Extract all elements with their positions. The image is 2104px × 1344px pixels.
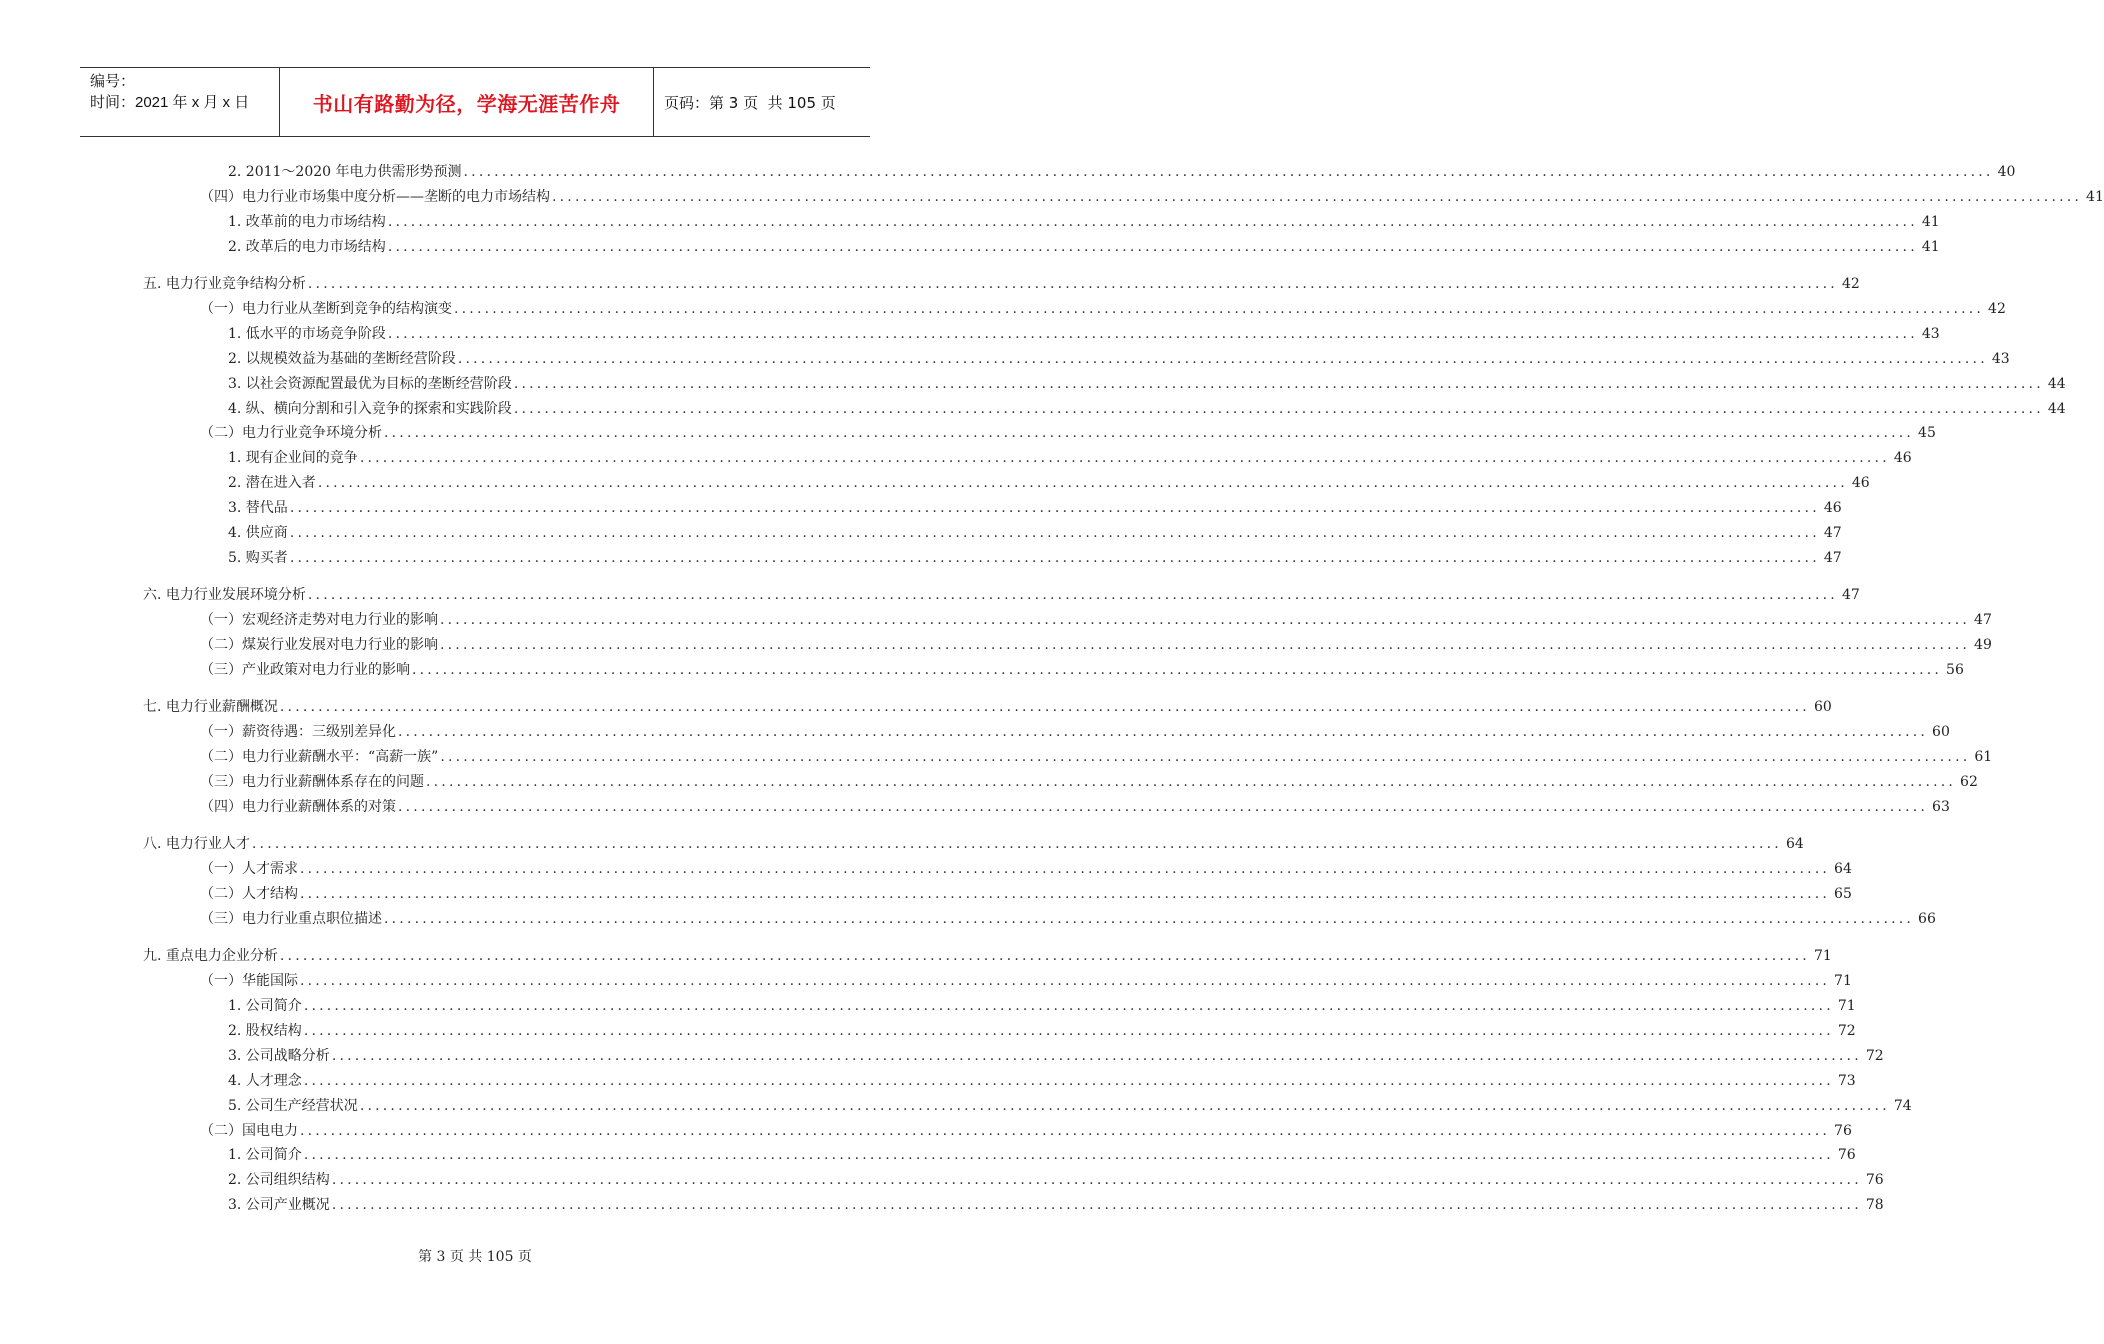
- toc-entry-page: 76: [1837, 1147, 1856, 1164]
- time-label: 时间：2021 年 x 月 x 日: [90, 94, 250, 111]
- toc-entry-label: （三）电力行业薪酬体系存在的问题: [200, 773, 424, 790]
- toc-entry-label: 3. 以社会资源配置最优为目标的垄断经营阶段: [228, 375, 512, 392]
- toc-entry-page: 42: [1841, 276, 1860, 293]
- toc-leader-dots: ........................................................................................................................................................................................................: [513, 400, 2044, 417]
- header-meta: [80, 68, 280, 136]
- toc-entry-page: 71: [1837, 998, 1856, 1015]
- toc-entry[interactable]: [0, 1119, 1852, 1144]
- toc-leader-dots: ........................................................................................................................................................................................................: [303, 1023, 1834, 1039]
- toc-entry[interactable]: [0, 658, 1964, 683]
- toc-entry-page: 47: [1841, 587, 1860, 604]
- toc-entry-page: 40: [1997, 164, 2016, 180]
- toc-entry[interactable]: [0, 608, 1992, 633]
- toc-entry[interactable]: [0, 857, 1852, 882]
- toc-entry[interactable]: [0, 969, 1852, 994]
- number-label: 编号：: [90, 73, 136, 90]
- toc-leader-dots: ........................................................................................................................................................................................................: [440, 637, 1971, 654]
- header-page-info: [654, 68, 870, 136]
- toc-entry[interactable]: [0, 446, 1912, 471]
- toc-leader-dots: ........................................................................................................................................................................................................: [398, 798, 1929, 815]
- toc-section: [0, 583, 1992, 683]
- toc-entry-label: （二）国电电力: [200, 1122, 298, 1139]
- toc-leader-dots: ........................................................................................................................................................................................................: [426, 773, 1957, 790]
- toc-entry-page: 66: [1918, 910, 1936, 927]
- toc-entry-label: （三）电力行业重点职位描述: [200, 910, 382, 927]
- toc-leader-dots: ........................................................................................................................................................................................................: [552, 188, 2083, 205]
- toc-entry-label: 1. 低水平的市场竞争阶段: [228, 325, 386, 342]
- toc-entry-page: 64: [1834, 861, 1852, 878]
- toc-entry[interactable]: [0, 272, 1860, 297]
- toc-entry-page: 65: [1834, 886, 1852, 903]
- toc-entry[interactable]: [0, 496, 1842, 521]
- toc-entry-label: 2. 以规模效益为基础的垄断经营阶段: [228, 350, 456, 367]
- toc-leader-dots: ........................................................................................................................................................................................................: [289, 500, 1820, 517]
- toc-entry-page: 60: [1813, 699, 1832, 716]
- toc-entry-label: 1. 公司简介: [228, 998, 302, 1015]
- toc-entry-page: 49: [1974, 637, 1992, 654]
- toc-entry-page: 61: [1974, 749, 1993, 766]
- toc-entry-page: 44: [2047, 400, 2066, 417]
- toc-section: [0, 695, 1993, 819]
- toc-entry-page: 72: [1865, 1047, 1884, 1064]
- toc-entry-page: 71: [1834, 973, 1852, 990]
- toc-entry-label: 3. 公司产业概况: [228, 1197, 330, 1214]
- toc-entry-label: 八. 电力行业人才: [143, 836, 250, 853]
- toc-section: [0, 160, 2104, 260]
- toc-entry-page: 78: [1865, 1197, 1884, 1214]
- toc-entry-label: 2. 改革后的电力市场结构: [228, 238, 386, 255]
- toc-entry-label: 1. 公司简介: [228, 1147, 302, 1164]
- toc-entry[interactable]: [0, 297, 2006, 322]
- toc-leader-dots: ........................................................................................................................................................................................................: [454, 300, 1985, 317]
- toc-leader-dots: ........................................................................................................................................................................................................: [513, 375, 2044, 392]
- toc-entry[interactable]: [0, 770, 1978, 795]
- toc-leader-dots: ........................................................................................................................................................................................................: [440, 749, 1971, 766]
- toc-leader-dots: ........................................................................................................................................................................................................: [303, 1147, 1834, 1164]
- toc-entry-page: 76: [1834, 1122, 1852, 1139]
- toc-entry[interactable]: [0, 882, 1852, 907]
- toc-leader-dots: ........................................................................................................................................................................................................: [279, 948, 1810, 965]
- toc-leader-dots: ........................................................................................................................................................................................................: [303, 1072, 1834, 1089]
- toc-entry[interactable]: [0, 235, 1940, 260]
- toc-leader-dots: ........................................................................................................................................................................................................: [331, 1172, 1862, 1189]
- toc-leader-dots: ........................................................................................................................................................................................................: [412, 661, 1943, 678]
- toc-leader-dots: ........................................................................................................................................................................................................: [300, 973, 1831, 990]
- toc-entry[interactable]: [0, 994, 1856, 1019]
- page-label: 页码：第 3 页 共 105 页: [664, 93, 836, 112]
- toc-entry-label: 七. 电力行业薪酬概况: [143, 699, 278, 716]
- toc-leader-dots: ........................................................................................................................................................................................................: [251, 836, 1782, 853]
- toc-entry-page: 56: [1946, 661, 1964, 678]
- toc-entry[interactable]: [0, 1168, 1884, 1193]
- toc-entry-label: 3. 替代品: [228, 500, 288, 517]
- toc-entry[interactable]: [0, 944, 1832, 969]
- toc-entry[interactable]: [0, 347, 2010, 372]
- toc-entry[interactable]: [0, 421, 1936, 446]
- toc-leader-dots: ........................................................................................................................................................................................................: [307, 587, 1838, 604]
- toc-leader-dots: ........................................................................................................................................................................................................: [289, 524, 1820, 541]
- toc-entry[interactable]: [0, 322, 1940, 347]
- toc-entry-page: 42: [1988, 300, 2006, 317]
- toc-entry[interactable]: [0, 1094, 1912, 1119]
- toc-section: [0, 272, 2066, 571]
- toc-entry[interactable]: [0, 185, 2104, 210]
- table-of-contents: [0, 160, 2104, 1231]
- toc-entry-label: 5. 购买者: [228, 549, 288, 566]
- toc-entry-label: 4. 纵、横向分割和引入竞争的探索和实践阶段: [228, 400, 512, 417]
- toc-entry-page: 46: [1851, 475, 1870, 492]
- toc-entry-label: （二）人才结构: [200, 886, 298, 903]
- toc-leader-dots: ........................................................................................................................................................................................................: [457, 350, 1988, 367]
- toc-entry-label: 2. 公司组织结构: [228, 1172, 330, 1189]
- toc-leader-dots: ........................................................................................................................................................................................................: [279, 699, 1810, 716]
- toc-entry-page: 72: [1837, 1023, 1856, 1039]
- toc-entry[interactable]: [0, 745, 1993, 770]
- toc-entry-label: （一）电力行业从垄断到竞争的结构演变: [200, 300, 452, 317]
- toc-entry-page: 41: [2086, 188, 2104, 205]
- toc-entry-label: 2. 潜在进入者: [228, 475, 316, 492]
- toc-entry-label: 3. 公司战略分析: [228, 1047, 330, 1064]
- toc-entry[interactable]: [0, 1193, 1884, 1218]
- toc-entry-label: （二）电力行业竞争环境分析: [200, 425, 382, 442]
- toc-entry[interactable]: [0, 521, 1842, 546]
- toc-entry[interactable]: [0, 795, 1950, 820]
- toc-entry[interactable]: [0, 210, 1940, 235]
- toc-entry[interactable]: [0, 397, 2066, 422]
- toc-entry-page: 60: [1932, 724, 1950, 741]
- toc-entry[interactable]: [0, 1143, 1856, 1168]
- toc-entry-page: 43: [1991, 350, 2010, 367]
- toc-entry-page: 64: [1785, 836, 1804, 853]
- toc-leader-dots: ........................................................................................................................................................................................................: [300, 886, 1831, 903]
- toc-entry-label: 五. 电力行业竞争结构分析: [143, 276, 306, 293]
- toc-entry-label: （二）煤炭行业发展对电力行业的影响: [200, 637, 438, 654]
- toc-entry-label: 4. 人才理念: [228, 1072, 302, 1089]
- toc-entry-page: 47: [1823, 524, 1842, 541]
- toc-leader-dots: ........................................................................................................................................................................................................: [384, 425, 1915, 442]
- toc-entry-page: 73: [1837, 1072, 1856, 1089]
- toc-entry-label: （一）宏观经济走势对电力行业的影响: [200, 612, 438, 629]
- toc-entry[interactable]: [0, 832, 1804, 857]
- toc-entry[interactable]: [0, 372, 2066, 397]
- toc-leader-dots: ........................................................................................................................................................................................................: [440, 612, 1971, 629]
- toc-entry[interactable]: [0, 1069, 1856, 1094]
- toc-entry-label: （二）电力行业薪酬水平：“高薪一族”: [200, 749, 439, 766]
- toc-leader-dots: ........................................................................................................................................................................................................: [303, 998, 1834, 1015]
- toc-entry-label: （一）华能国际: [200, 973, 298, 990]
- toc-entry[interactable]: [0, 1019, 1856, 1044]
- toc-leader-dots: ........................................................................................................................................................................................................: [307, 276, 1838, 293]
- toc-leader-dots: ........................................................................................................................................................................................................: [331, 1047, 1862, 1064]
- toc-entry-label: 九. 重点电力企业分析: [143, 948, 278, 965]
- toc-entry-page: 63: [1932, 798, 1950, 815]
- toc-entry-page: 47: [1823, 549, 1842, 566]
- toc-entry-page: 71: [1813, 948, 1832, 965]
- toc-entry-label: （四）电力行业市场集中度分析——垄断的电力市场结构: [200, 188, 550, 205]
- toc-entry[interactable]: [0, 633, 1992, 658]
- toc-entry[interactable]: [0, 546, 1842, 571]
- toc-leader-dots: ........................................................................................................................................................................................................: [300, 1122, 1831, 1139]
- toc-entry-page: 74: [1893, 1097, 1912, 1114]
- toc-leader-dots: ........................................................................................................................................................................................................: [317, 475, 1848, 492]
- toc-entry[interactable]: [0, 471, 1870, 496]
- toc-entry-label: 六. 电力行业发展环境分析: [143, 587, 306, 604]
- toc-leader-dots: ........................................................................................................................................................................................................: [331, 1197, 1862, 1214]
- toc-entry-page: 45: [1918, 425, 1936, 442]
- toc-leader-dots: ........................................................................................................................................................................................................: [387, 213, 1918, 230]
- toc-entry-page: 47: [1974, 612, 1992, 629]
- header-motto: 书山有路勤为径，学海无涯苦作舟: [280, 68, 654, 136]
- toc-section: [0, 832, 1936, 932]
- toc-entry-page: 62: [1960, 773, 1978, 790]
- toc-entry-label: 2. 2011～2020 年电力供需形势预测: [228, 164, 462, 180]
- toc-entry[interactable]: [0, 1044, 1884, 1069]
- toc-entry[interactable]: [0, 160, 2016, 185]
- toc-entry-label: （一）人才需求: [200, 861, 298, 878]
- toc-section: [0, 944, 1912, 1218]
- toc-entry-page: 46: [1893, 450, 1912, 467]
- toc-entry-label: 2. 股权结构: [228, 1023, 302, 1039]
- toc-leader-dots: ........................................................................................................................................................................................................: [463, 164, 1994, 180]
- toc-entry[interactable]: [0, 720, 1950, 745]
- toc-leader-dots: ........................................................................................................................................................................................................: [387, 238, 1918, 255]
- toc-leader-dots: ........................................................................................................................................................................................................: [300, 861, 1831, 878]
- toc-entry-page: 46: [1823, 500, 1842, 517]
- toc-entry-page: 76: [1865, 1172, 1884, 1189]
- toc-leader-dots: ........................................................................................................................................................................................................: [359, 450, 1890, 467]
- toc-entry-label: （一）薪资待遇：三级别差异化: [200, 724, 396, 741]
- page-header: [80, 67, 870, 137]
- toc-entry-page: 41: [1921, 213, 1940, 230]
- toc-entry[interactable]: [0, 695, 1832, 720]
- toc-leader-dots: ........................................................................................................................................................................................................: [289, 549, 1820, 566]
- toc-entry-label: 4. 供应商: [228, 524, 288, 541]
- toc-entry-label: （四）电力行业薪酬体系的对策: [200, 798, 396, 815]
- toc-leader-dots: ........................................................................................................................................................................................................: [359, 1097, 1890, 1114]
- toc-entry-page: 43: [1921, 325, 1940, 342]
- toc-entry-page: 41: [1921, 238, 1940, 255]
- toc-entry[interactable]: [0, 907, 1936, 932]
- toc-entry-label: 1. 改革前的电力市场结构: [228, 213, 386, 230]
- toc-entry-page: 44: [2047, 375, 2066, 392]
- toc-leader-dots: ........................................................................................................................................................................................................: [387, 325, 1918, 342]
- toc-entry-label: 5. 公司生产经营状况: [228, 1097, 358, 1114]
- toc-entry-label: 1. 现有企业间的竞争: [228, 450, 358, 467]
- toc-entry[interactable]: [0, 583, 1860, 608]
- toc-entry-label: （三）产业政策对电力行业的影响: [200, 661, 410, 678]
- toc-leader-dots: ........................................................................................................................................................................................................: [384, 910, 1915, 927]
- toc-leader-dots: ........................................................................................................................................................................................................: [398, 724, 1929, 741]
- page-footer: 第 3 页 共 105 页: [418, 1249, 532, 1265]
